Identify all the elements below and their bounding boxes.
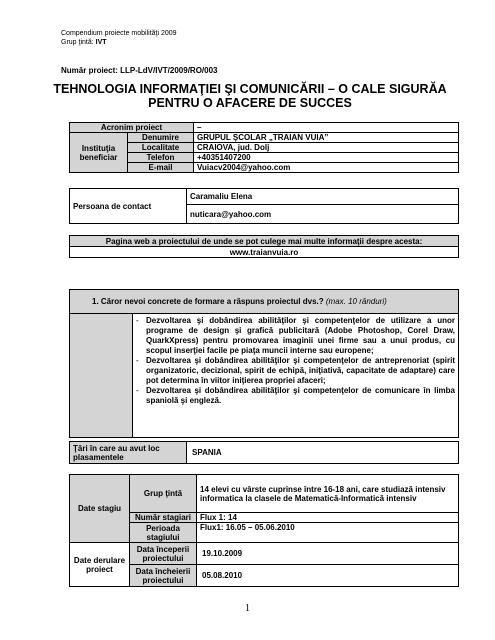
contact-label: Persoana de contact [70,189,187,224]
acronym-value: – [194,123,459,133]
email-value: Vuiacv2004@yahoo.com [194,163,459,173]
countries-value: SPANIA [187,442,459,464]
header-compendium: Compendium proiecte mobilităţi 2009 [61,30,177,37]
document-title [40,82,460,110]
perioada-value: Flux1: 16.05 – 05.06.2010 [197,523,459,543]
localitate-value: CRAIOVA, jud. Dolj [194,143,459,153]
perioada-label: Perioada stagiului [130,523,197,543]
question-text: 1. Căror nevoi concrete de formare a răspuns proiectul dvs.? [92,297,324,306]
start-date-value: 19.10.2009 [197,543,459,565]
question-cell [70,290,459,314]
localitate-label: Localitate [128,143,194,153]
needs-table [69,289,459,438]
web-url: www.traianvuia.ro [70,247,459,258]
list-item: - Dezvoltarea şi dobândirea abilităţilor şi competenţelor de comunicare în limba spaniolă şi engleză. [136,386,455,405]
denumire-value: GRUPUL ŞCOLAR „TRAIAN VUIA” [194,133,459,143]
stage-label: Date stagiu [70,475,130,543]
telefon-value: +40351407200 [194,153,459,163]
web-table [69,235,459,258]
telefon-label: Telefon [128,153,194,163]
end-date-value: 05.08.2010 [197,565,459,587]
web-label: Pagina web a proiectului de unde se pot culege mai multe informaţii despre acesta: [70,236,459,247]
countries-label: Ţări în care au avut loc plasamentele [70,442,187,464]
needs-list [133,314,459,438]
start-date-label: Data începerii proiectului [130,543,197,565]
contact-email: nuticara@yahoo.com [187,205,459,224]
list-item: - Dezvoltarea şi dobândirea abilităţilor şi competenţelor de utilizare a unor programe de design şi grafică publicitară (Adobe Photoshop, Corel Draw, QuarkXpress) pentru promovarea imaginii unei firme sau a unui produs, cu scopul inserţiei facile pe piaţa muncii interne sau europene; [136,316,455,355]
denumire-label: Denumire [128,133,194,143]
question-note: (max. 10 rânduri) [325,297,387,306]
page-number: 1 [245,603,250,614]
project-dates-label: Date derulare proiect [70,543,130,587]
header-target-group [61,38,177,47]
project-number: Număr proiect: LLP-LdV/IVT/2009/RO/003 [61,66,218,75]
countries-table [69,441,459,464]
header-target-label: Grup ţintă: [61,39,94,46]
list-item: - Dezvoltarea şi dobândirea abilităţilor şi competenţelor de antreprenoriat (spirit organizatoric, decizional, spirit de echipă, iniţiativă, capacitate de adaptare) care pot determina în viitor iniţierea propriei afaceri; [136,356,455,385]
title-line-2: PENTRU O AFACERE DE SUCCES [148,96,352,110]
acronym-label: Acronim proiect [70,123,194,133]
stage-table [69,474,459,587]
email-label: E-mail [128,163,194,173]
running-header [61,29,177,47]
numar-stagiari-label: Număr stagiari [130,513,197,523]
contact-table [69,188,459,224]
numar-stagiari-value: Flux 1: 14 [197,513,459,523]
end-date-label: Data încheierii proiectului [130,565,197,587]
grup-tinta-label: Grup ţintă [130,475,197,513]
institution-label: Instituţia beneficiar [70,133,128,173]
needs-blank-cell [70,314,133,438]
contact-name: Caramaliu Elena [187,189,459,205]
title-line-1: TEHNOLOGIA INFORMAŢIEI ŞI COMUNICĂRII – O CALE SIGURĂA [53,82,447,96]
grup-tinta-value: 14 elevi cu vârste cuprinse între 16-18 ani, care studiază intensiv informatica la clasele de Matematică-Informatică intensiv [197,475,459,513]
institution-table [69,122,459,173]
header-target-value: IVT [95,39,107,46]
